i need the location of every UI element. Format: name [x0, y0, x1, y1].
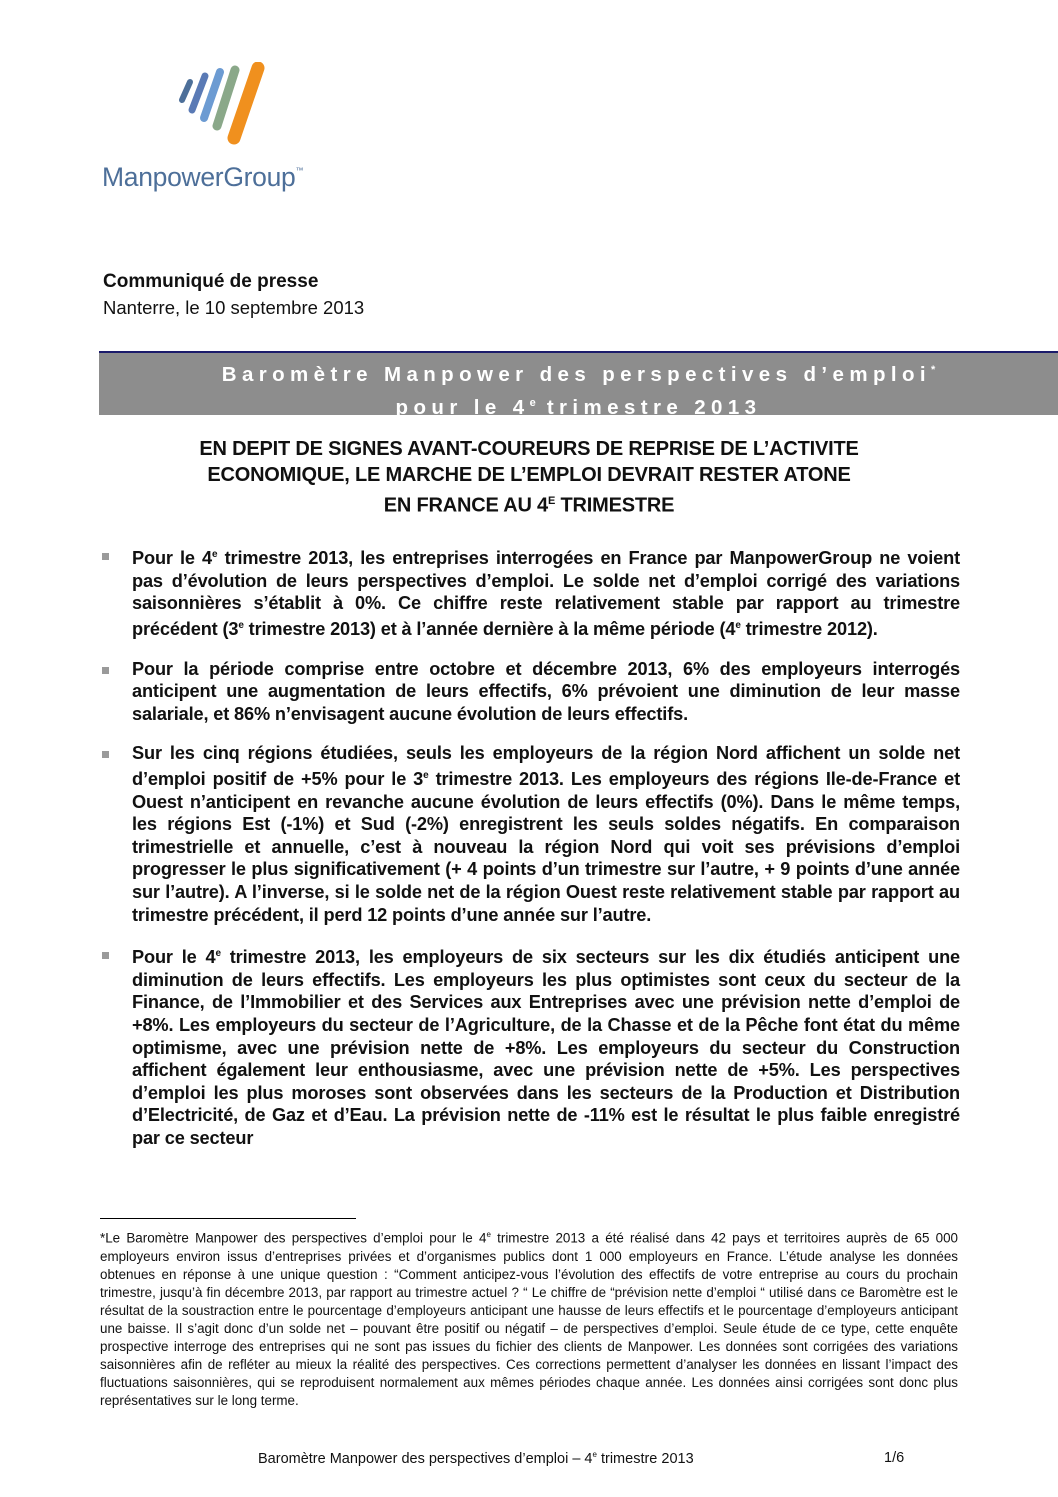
footnote: *Le Baromètre Manpower des perspectives d’emploi pour le 4e trimestre 2013 a été réalisé dans 42 pays et territoires auprès de 65 000 employeurs environ issus d’entreprises privées et d’organismes publics dont 1 000 employeurs en France. L’étude analyse les données obtenues en réponse à une unique question : “Comment anticipez-vous l’évolution des effectifs de votre entreprise au cours du prochain trimestre, jusqu’à fin décembre 2013, par rapport au trimestre actuel ? “ Le chiffre de “prévision nette d’emploi “ utilisé dans ce Baromètre est le résultat de la soustraction entre le pourcentage d’employeurs anticipant une hausse de leurs effectifs et le pourcentage d’employeurs anticipant une baisse. Il s’agit donc d’un solde net – pouvant être positif ou négatif – de perspectives d’emploi. Seule étude de ce type, cette enquête prospective interroge des entreprises qui ne sont pas issues du fichier des clients de Manpower. Les données sont corrigées des variations saisonnières afin de refléter au mieux la réalité des perspectives. Ces corrections permettent d’analyser les données en lissant l’impact des fluctuations saisonnières, qui se reproduisent normalement aux mêmes périodes chaque année. Les données ainsi corrigées sont donc plus représentatives sur le long terme.: [100, 1230, 959, 1409]
headline: [99, 436, 959, 519]
title-banner: [99, 351, 1058, 419]
bullet-text: Pour le 4e trimestre 2013, les employeurs de six secteurs sur les dix étudiés anticipent une diminution de leurs effectifs. Les employeurs les plus optimistes sont ceux du secteur de la Finance, de l’Immobilier et des Services aux Entreprises avec une prévision nette d’emploi de +8%. Les employeurs du secteur de l’Agriculture, de la Chasse et de la Pêche font état du même optimisme, avec une prévision nette de +8%. Les employeurs du secteur du Construction affichent également leur enthousiasme, avec une prévision nette de +5%. Les perspectives d’emploi les plus moroses sont observées dans les secteurs de la Production et Distribution d’Electricité, de Gaz et d’Eau. La prévision nette de -11% est le résultat le plus faible enregistré par ce secteur: [132, 947, 960, 1148]
bullet-square-icon: [102, 952, 109, 959]
headline-line-1: EN DEPIT DE SIGNES AVANT-COUREURS DE REPRISE DE L’ACTIVITE: [199, 438, 859, 460]
bullet-square-icon: [102, 751, 109, 758]
footnote-divider: [100, 1218, 356, 1219]
bullet-square-icon: [102, 667, 109, 674]
headline-line-2: ECONOMIQUE, LE MARCHE DE L’EMPLOI DEVRAIT RESTER ATONE: [207, 464, 851, 486]
page-footer: Baromètre Manpower des perspectives d’emploi – 4e trimestre 2013: [258, 1450, 694, 1467]
press-release-title: Communiqué de presse: [103, 271, 319, 292]
banner-line-1: Baromètre Manpower des perspectives d’emploi*: [221, 362, 936, 386]
bullet-text: Pour la période comprise entre octobre et décembre 2013, 6% des employeurs interrogés anticipent une augmentation de leurs effectifs, 6% prévoient une diminution de leur masse salariale, et 86% n’envisagent aucune évolution de leurs effectifs.: [132, 658, 960, 724]
key-points-list: [100, 544, 960, 1167]
bullet-text: Pour le 4e trimestre 2013, les entreprises interrogées en France par ManpowerGroup ne voient pas d’évolution de leurs perspectives d’emploi. Le solde net d’emploi corrigé des variations saisonnières s’établit à 0%. Ce chiffre reste relativement stable par rapport au trimestre précédent (3e trimestre 2013) et à l’année dernière à la même période (4e trimestre 2012).: [132, 548, 960, 639]
press-release-date: Nanterre, le 10 septembre 2013: [103, 297, 365, 318]
logo-wordmark: ManpowerGroup™: [102, 162, 304, 192]
page-number: 1/6: [884, 1450, 905, 1466]
bullet-text: Sur les cinq régions étudiées, seuls les employeurs de la région Nord affichent un solde net d’emploi positif de +5% pour le 3e trimestre 2013. Les employeurs des régions Ile-de-France et Ouest n’anticipent en revanche aucune évolution de leurs effectifs (0%). Dans le même temps, les régions Est (-1%) et Sud (-2%) enregistrent les seuls soldes négatifs. En comparaison trimestrielle et annuelle, c’est à nouveau la région Nord qui voit ses prévisions d’emploi progresser le plus significativement (+ 4 points d’un trimestre sur l’autre, + 9 points d’une année sur l’autre). A l’inverse, si le solde net de la région Ouest reste relativement stable par rapport au trimestre précédent, il perd 12 points d’une année sur l’autre.: [132, 743, 960, 925]
list-item: [100, 544, 960, 641]
bullet-square-icon: [102, 553, 109, 560]
manpowergroup-logo-icon: [174, 62, 274, 146]
headline-line-3: EN FRANCE AU $4^E$ TRIMESTRE: [383, 494, 675, 517]
list-item: [100, 658, 960, 726]
list-item: [100, 943, 960, 1149]
manpowergroup-logo: [102, 58, 352, 198]
list-item: [100, 742, 960, 926]
banner-line-2: pour le 4e trimestre 2013: [395, 395, 762, 419]
